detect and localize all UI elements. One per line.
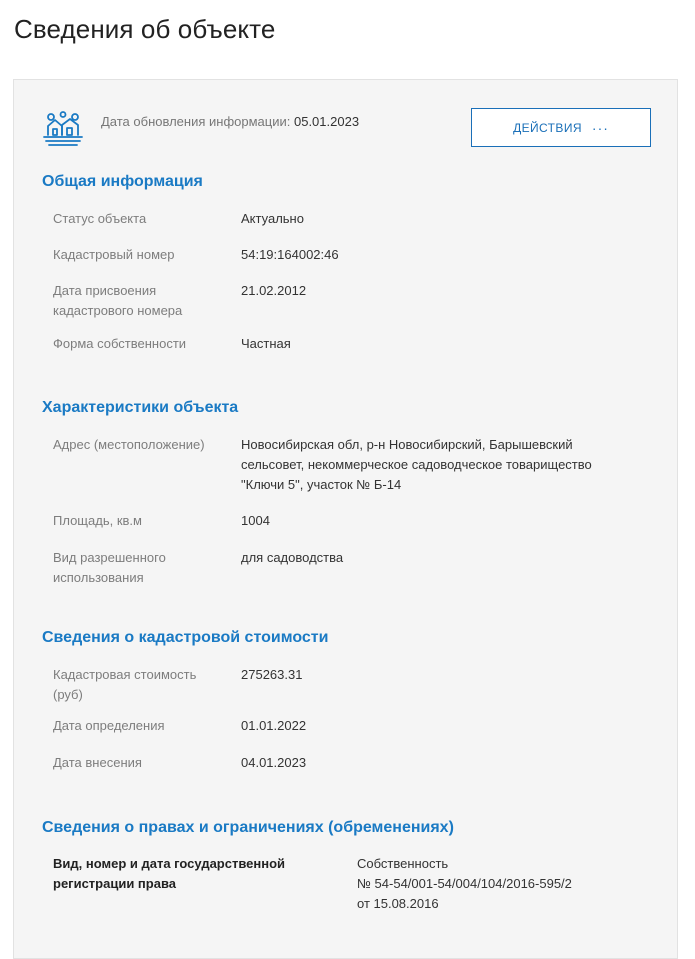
- rights-type: Собственность: [357, 856, 449, 871]
- section-title-cadastral-value: Сведения о кадастровой стоимости: [42, 629, 329, 646]
- row-label: Вид разрешенного использования: [53, 550, 166, 585]
- row-label: Адрес (местоположение): [53, 437, 205, 452]
- page-title: Сведения об объекте: [14, 14, 276, 44]
- row-label: Дата внесения: [53, 755, 142, 770]
- row-value: 21.02.2012: [241, 283, 307, 298]
- row-value: 04.01.2023: [241, 755, 307, 770]
- rights-value: [357, 854, 657, 914]
- rights-date: от 15.08.2016: [357, 896, 439, 911]
- row-value: 275263.31: [241, 667, 303, 682]
- row-label: Форма собственности: [53, 336, 187, 351]
- row-label: Кадастровая стоимость (руб): [53, 667, 197, 702]
- section-title-characteristics: Характеристики объекта: [42, 399, 239, 416]
- row-value: Новосибирская обл, р-н Новосибирский, Барышевский сельсовет, некоммерческое садоводческое товарищество "Ключи 5", участок № Б-14: [241, 437, 592, 492]
- update-label: Дата обновления информации:: [101, 114, 291, 129]
- row-value: Актуально: [241, 211, 304, 226]
- row-label: Дата присвоения кадастрового номера: [53, 283, 183, 318]
- row-label: Статус объекта: [53, 211, 147, 226]
- row-label: Дата определения: [53, 718, 165, 733]
- row-value: 1004: [241, 513, 270, 528]
- update-date: 05.01.2023: [293, 114, 360, 129]
- row-value: Частная: [241, 336, 291, 351]
- actions-button-label: ДЕЙСТВИЯ: [513, 120, 582, 135]
- row-label: Площадь, кв.м: [53, 513, 142, 528]
- update-info: [101, 114, 359, 129]
- house-land-icon: [42, 111, 84, 147]
- section-title-rights: Сведения о правах и ограничениях (обременениях): [42, 819, 454, 836]
- row-value: 54:19:164002:46: [241, 247, 339, 262]
- actions-button[interactable]: [471, 108, 651, 147]
- row-label: Вид, номер и дата государственной регистрации права: [53, 856, 286, 891]
- rights-number: № 54-54/001-54/004/104/2016-595/2: [357, 876, 572, 891]
- section-title-general: Общая информация: [42, 173, 203, 190]
- more-dots-icon: ···: [591, 119, 609, 136]
- object-info-card: [13, 79, 678, 959]
- row-value: 01.01.2022: [241, 718, 307, 733]
- row-label: Кадастровый номер: [53, 247, 175, 262]
- row-value: для садоводства: [241, 550, 344, 565]
